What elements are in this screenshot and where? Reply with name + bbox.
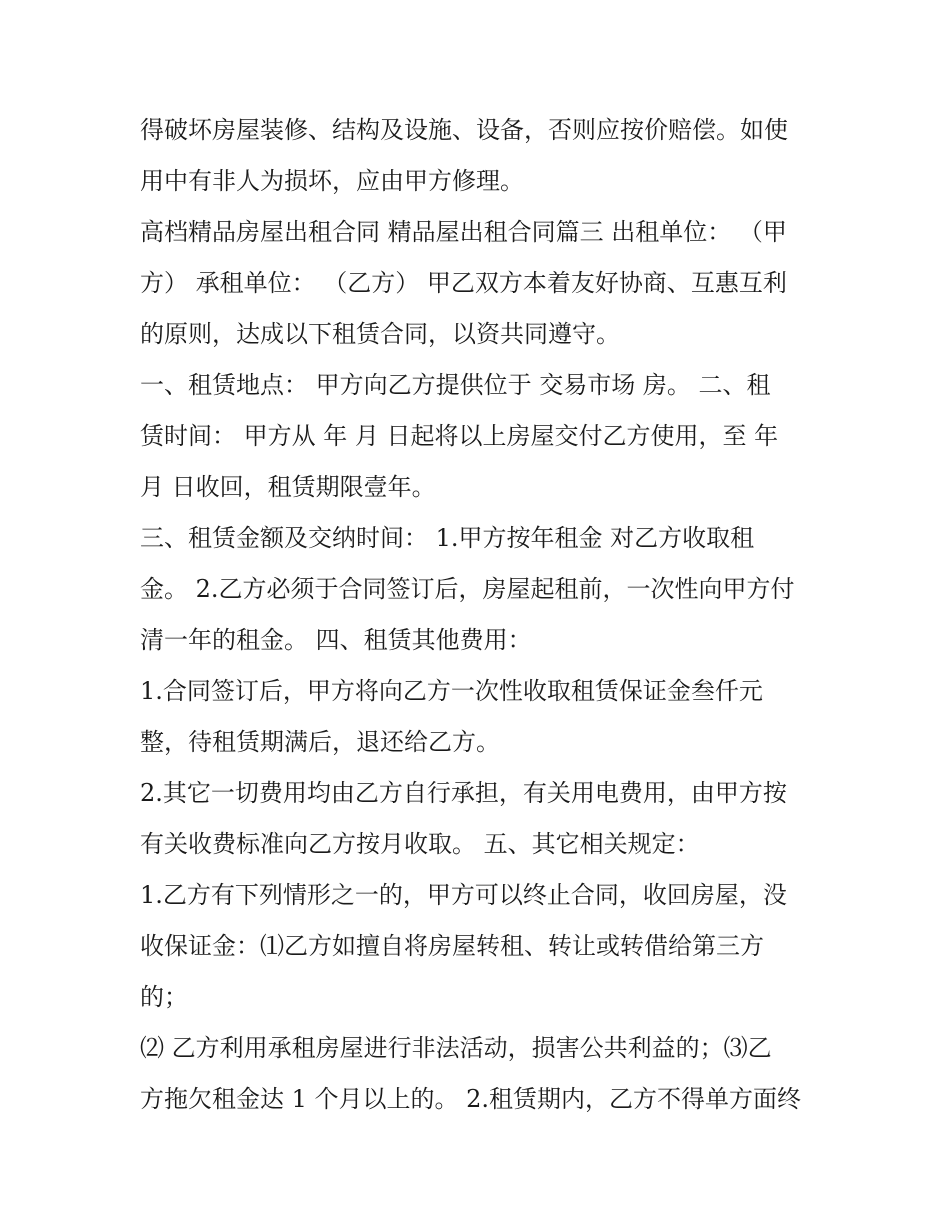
text-line: 金。 2.乙方必须于合同签订后，房屋起租前，一次性向甲方付: [140, 575, 795, 603]
text-line: 的；: [140, 983, 188, 1011]
paragraph-rent-amount: [140, 513, 815, 666]
text-line: 1.乙方有下列情形之一的，甲方可以终止合同，收回房屋，没: [140, 881, 787, 909]
paragraph-contract-heading: [140, 207, 815, 360]
text-line: 一、租赁地点： 甲方向乙方提供位于 交易市场 房。 二、租: [140, 371, 771, 399]
paragraph-lease-location-time: [140, 360, 815, 513]
paragraph-other-fees: [140, 768, 815, 870]
text-line: 方） 承租单位： （乙方） 甲乙双方本着友好协商、互惠互利: [140, 269, 787, 297]
paragraph-termination-conditions: [140, 870, 815, 1023]
text-line: 的原则，达成以下租赁合同，以资共同遵守。: [140, 320, 620, 348]
text-line: 收保证金：⑴乙方如擅自将房屋转租、转让或转借给第三方: [140, 932, 764, 960]
text-line: 月 日收回，租赁期限壹年。: [140, 473, 436, 501]
text-line: 用中有非人为损坏，应由甲方修理。: [140, 167, 524, 195]
text-line: 整，待租赁期满后，退还给乙方。: [140, 728, 500, 756]
text-line: 三、租赁金额及交纳时间： 1.甲方按年租金 对乙方收取租: [140, 524, 755, 552]
paragraph-deposit: [140, 666, 815, 768]
text-line: ⑵ 乙方利用承租房屋进行非法活动，损害公共利益的；⑶乙: [140, 1034, 772, 1062]
paragraph-illegal-activity: [140, 1023, 815, 1125]
paragraph-damage-clause: [140, 105, 815, 207]
text-line: 高档精品房屋出租合同 精品屋出租合同篇三 出租单位： （甲: [140, 218, 787, 246]
text-line: 方拖欠租金达 1 个月以上的。 2.租赁期内，乙方不得单方面终: [140, 1085, 802, 1113]
text-line: 2.其它一切费用均由乙方自行承担，有关用电费用，由甲方按: [140, 779, 787, 807]
document-body: [140, 105, 815, 1125]
text-line: 清一年的租金。 四、租赁其他费用：: [140, 626, 532, 654]
text-line: 有关收费标准向乙方按月收取。 五、其它相关规定：: [140, 830, 700, 858]
text-line: 1.合同签订后，甲方将向乙方一次性收取租赁保证金叁仟元: [140, 677, 763, 705]
text-line: 得破坏房屋装修、结构及设施、设备，否则应按价赔偿。如使: [140, 116, 788, 144]
text-line: 赁时间： 甲方从 年 月 日起将以上房屋交付乙方使用，至 年: [140, 422, 779, 450]
